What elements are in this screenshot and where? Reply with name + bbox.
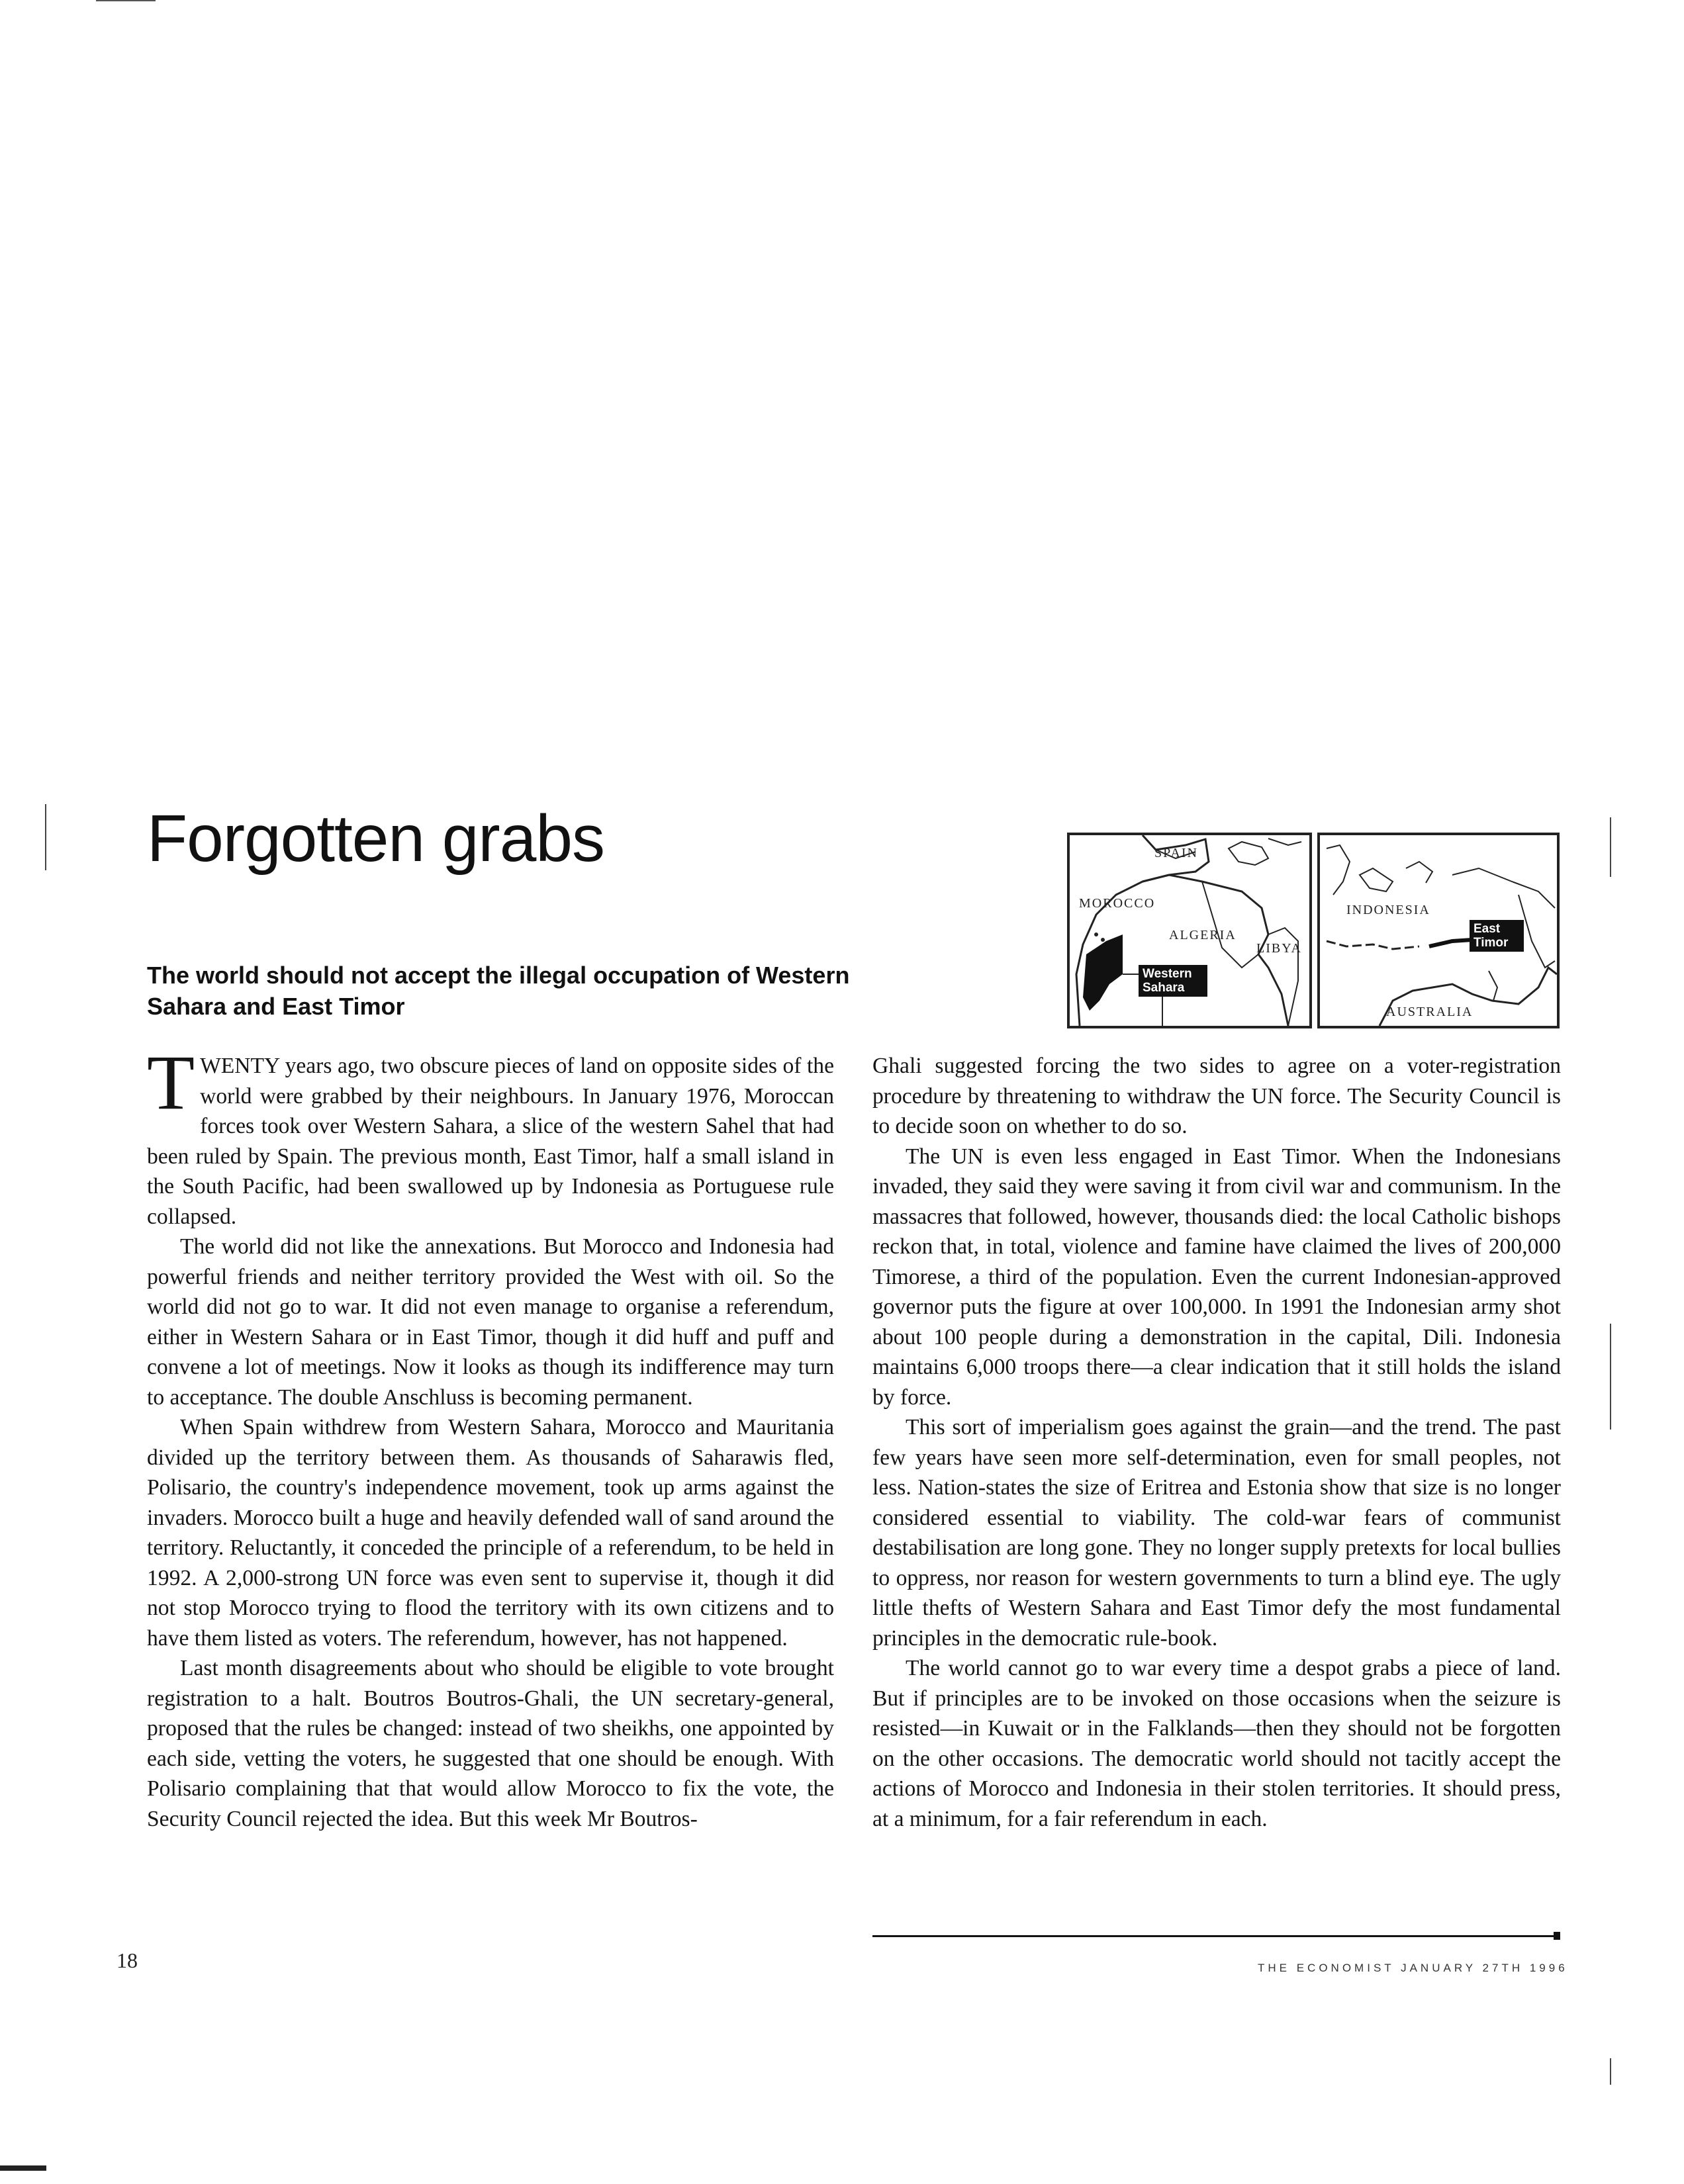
drop-cap: T [147, 1039, 195, 1126]
scan-margin-mark [1610, 817, 1611, 877]
article-column-right [872, 1051, 1561, 1834]
article-column-left [147, 1039, 834, 1834]
map-label-australia: AUSTRALIA [1386, 1005, 1474, 1019]
article-standfirst: The world should not accept the illegal occupation of Western Sahara and East Timor [147, 962, 850, 1020]
scan-top-mark [96, 0, 156, 1]
article-paragraph: This sort of imperialism goes against the grain—and the trend. The past few years have seen more self-determination, even for small peoples, not less. Nation-states the size of Eritrea and Estonia show that size is no longer considered essential to viability. The cold-war fears of communist destabilisation are long gone. They no longer supply pretexts for local bullies to oppress, nor reason for western governments to turn a blind eye. The ugly little thefts of Western Sahara and East Timor defy the most fundamental principles in the democratic rule-book. [872, 1415, 1561, 1651]
map-label-libya: LIBYA [1256, 941, 1302, 956]
scan-margin-mark [1610, 1324, 1611, 1430]
article-paragraph: Last month disagreements about who should be eligible to vote brought registration to a halt. Boutros Boutros-Ghali, the UN secretary-general, proposed that the rules be changed: instead of two sheikhs, one appointed by each side, vetting the voters, he suggested that one should be enough. With Polisario complaining that that would allow Morocco to fix the vote, the Security Council rejected the idea. But this week Mr Boutros- [147, 1656, 834, 1831]
article-paragraph [147, 1039, 834, 1232]
map-badge-western-sahara: Western Sahara [1139, 965, 1207, 997]
scan-corner-mark [0, 2165, 46, 2171]
map-east-timor [1317, 833, 1560, 1028]
article-paragraph: Ghali suggested forcing the two sides to agree on a voter-registration procedure by threatening to withdraw the UN force. The Security Council is to decide soon on whether to do so. [872, 1054, 1561, 1138]
article-end-rule [872, 1935, 1559, 1937]
page-number: 18 [117, 1948, 138, 1972]
map-label-algeria: ALGERIA [1169, 928, 1237, 942]
map-label-indonesia: INDONESIA [1346, 903, 1430, 917]
scan-margin-mark [1610, 2058, 1611, 2085]
scan-margin-mark [45, 804, 46, 870]
article-paragraph: When Spain withdrew from Western Sahara, Morocco and Mauritania divided up the territory between them. As thousands of Saharawis fled, Polisario, the country's independence movement, took up arms against the invaders. Morocco built a huge and heavily defended wall of sand around the territory. Reluctantly, it conceded the principle of a referendum, to be held in 1992. A 2,000-strong UN force was even sent to supervise it, though it did not stop Morocco trying to flood the territory with its own citizens and to have them listed as voters. The referendum, however, has not happened. [147, 1415, 834, 1651]
article-headline: Forgotten grabs [147, 801, 604, 876]
article-paragraph: The world did not like the annexations. But Morocco and Indonesia had powerful friends and neither territory provided the West with oil. So the world did not go to war. It did not even manage to organise a referendum, either in Western Sahara or in East Timor, though it did huff and puff and convene a lot of meetings. Now it looks as though its indifference may turn to acceptance. The double Anschluss is becoming permanent. [147, 1234, 834, 1410]
map-badge-east-timor: East Timor [1470, 920, 1524, 952]
paragraph-text: WENTY years ago, two obscure pieces of land on opposite sides of the world were grabbed by their neighbours. In January 1976, Moroccan forces took over Western Sahara, a slice of the western Sahel that had been ruled by Spain. The previous month, East Timor, half a small island in the South Pacific, had been swallowed up by Indonesia as Portuguese rule collapsed. [147, 1054, 834, 1229]
page-footer: THE ECONOMIST JANUARY 27TH 1996 [1258, 1962, 1568, 1974]
article-paragraph: The UN is even less engaged in East Timor. When the Indonesians invaded, they said they were saving it from civil war and communism. In the massacres that followed, however, thousands died: the local Catholic bishops reckon that, in total, violence and famine have claimed the lives of 200,000 Timorese, a third of the population. Even the current Indonesian-approved governor puts the figure at over 100,000. In 1991 the Indonesian army shot about 100 people during a demonstration in the capital, Dili. Indonesia maintains 6,000 troops there—a clear indication that it still holds the island by force. [872, 1144, 1561, 1410]
article-paragraph: The world cannot go to war every time a despot grabs a piece of land. But if principles are to be invoked on those occasions when the seizure is resisted—in Kuwait or in the Falklands—then they should not be forgotten on the other occasions. The democratic world should not tacitly accept the actions of Morocco and Indonesia in their stolen territories. It should press, at a minimum, for a fair referendum in each. [872, 1656, 1561, 1831]
map-label-spain: SPAIN [1154, 846, 1198, 860]
map-label-morocco: MOROCCO [1079, 896, 1156, 911]
map-western-sahara [1067, 833, 1312, 1028]
